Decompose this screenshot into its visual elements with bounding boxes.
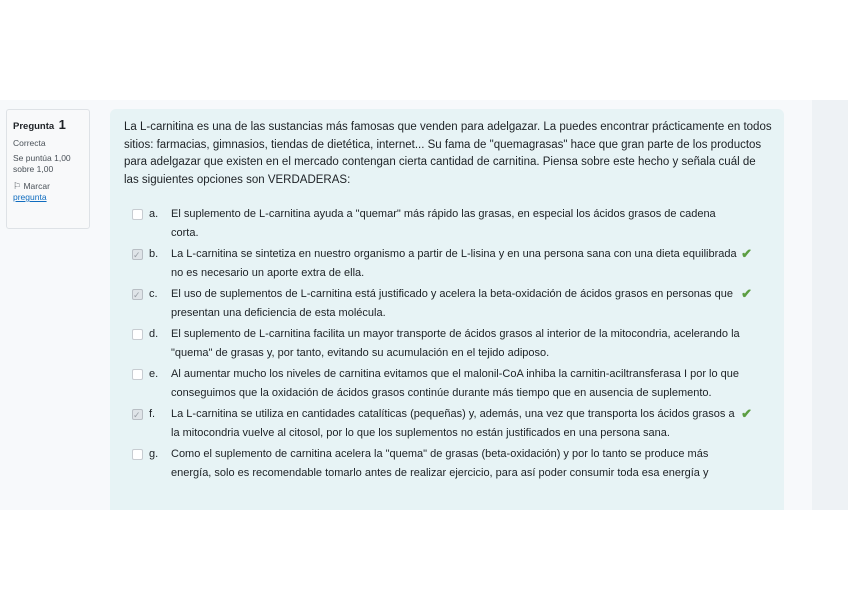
- answer-option-d[interactable]: [124, 325, 772, 362]
- flag-label-1: Marcar: [23, 181, 50, 191]
- answer-letter: a.: [149, 208, 159, 220]
- flag-icon: ⚐: [13, 181, 22, 191]
- question-text: La L-carnitina es una de las sustancias más famosas que venden para adelgazar. La puedes encontrar prácticamente en todos sitios: farmacias, gimnasios, tiendas de dietética, internet... Su fama de "quemagrasas" hace que gran parte de los productos para adelgazar que existen en el mercado contengan cierta cantidad de carnitina. Piensa sobre este hecho y señala cuál de las siguientes opciones son VERDADERAS:: [124, 121, 772, 186]
- answer-letter: f.: [149, 408, 156, 420]
- answer-checkbox[interactable]: [132, 289, 143, 300]
- flag-label-2[interactable]: pregunta: [13, 192, 47, 202]
- question-content: [110, 109, 784, 510]
- question-info-panel: [6, 109, 90, 229]
- score-line-2: sobre 1,00: [13, 164, 54, 174]
- answer-option-c[interactable]: [124, 285, 772, 322]
- correct-check-icon: ✔: [741, 246, 752, 261]
- answer-text: El suplemento de L-carnitina ayuda a "quemar" más rápido las grasas, en especial los ácidos grasos de cadena corta.: [171, 208, 716, 239]
- answer-checkbox[interactable]: [132, 209, 143, 220]
- answer-text: El uso de suplementos de L-carnitina está justificado y acelera la beta-oxidación de ácidos grasos en personas que presentan una deficiencia de esta molécula.: [171, 288, 733, 319]
- answer-text: La L-carnitina se sintetiza en nuestro organismo a partir de L-lisina y en una persona sana con una dieta equilibrada no es necesario un aporte extra de ella.: [171, 248, 737, 279]
- correct-check-icon: ✔: [741, 406, 752, 421]
- answer-text: Al aumentar mucho los niveles de carnitina evitamos que el malonil-CoA inhiba la carnitin-aciltransferasa I por lo que conseguimos que la oxidación de ácidos grasos continúe durante más tiempo que en ausencia de suplemento.: [171, 368, 740, 399]
- answer-option-e[interactable]: [124, 365, 772, 402]
- answer-checkbox[interactable]: [132, 249, 143, 260]
- answer-checkbox[interactable]: [132, 329, 143, 340]
- answer-letter: e.: [149, 368, 159, 380]
- answer-text: Como el suplemento de carnitina acelera la "quema" de grasas (beta-oxidación) y por lo tanto se produce más energía, solo es recomendable tomarlo antes de realizar ejercicio, para así poder consumir toda esa energía y: [171, 448, 709, 479]
- answer-letter: d.: [149, 328, 159, 340]
- question-number-value: 1: [58, 117, 66, 132]
- answer-option-g[interactable]: [124, 445, 772, 482]
- correct-check-icon: ✔: [741, 286, 752, 301]
- answer-letter: b.: [149, 248, 159, 260]
- score-line-1: Se puntúa 1,00: [13, 153, 71, 163]
- answer-option-f[interactable]: [124, 405, 772, 442]
- question-state: Correcta: [13, 138, 46, 148]
- answer-letter: c.: [149, 288, 158, 300]
- question-label: Pregunta: [13, 121, 55, 132]
- answer-text: El suplemento de L-carnitina facilita un mayor transporte de ácidos grasos al interior de la mitocondria, acelerando la "quema" de grasas y, por tanto, evitando su acumulación en el tejido adiposo.: [171, 328, 740, 359]
- flag-question-link[interactable]: [13, 181, 83, 203]
- answer-letter: g.: [149, 448, 159, 460]
- answer-option-b[interactable]: [124, 245, 772, 282]
- answer-checkbox[interactable]: [132, 449, 143, 460]
- answer-checkbox[interactable]: [132, 369, 143, 380]
- right-sidebar-edge: [812, 100, 848, 510]
- answer-text: La L-carnitina se utiliza en cantidades catalíticas (pequeñas) y, además, una vez que transporta los ácidos grasos a la mitocondria vuelve al citosol, por lo que los suplementos no están justificados en una persona sana.: [171, 408, 735, 439]
- quiz-page: [0, 100, 848, 510]
- question-number: [13, 116, 83, 134]
- answer-list: [124, 205, 772, 482]
- answer-option-a[interactable]: [124, 205, 772, 242]
- question-score: [13, 153, 83, 175]
- answer-checkbox[interactable]: [132, 409, 143, 420]
